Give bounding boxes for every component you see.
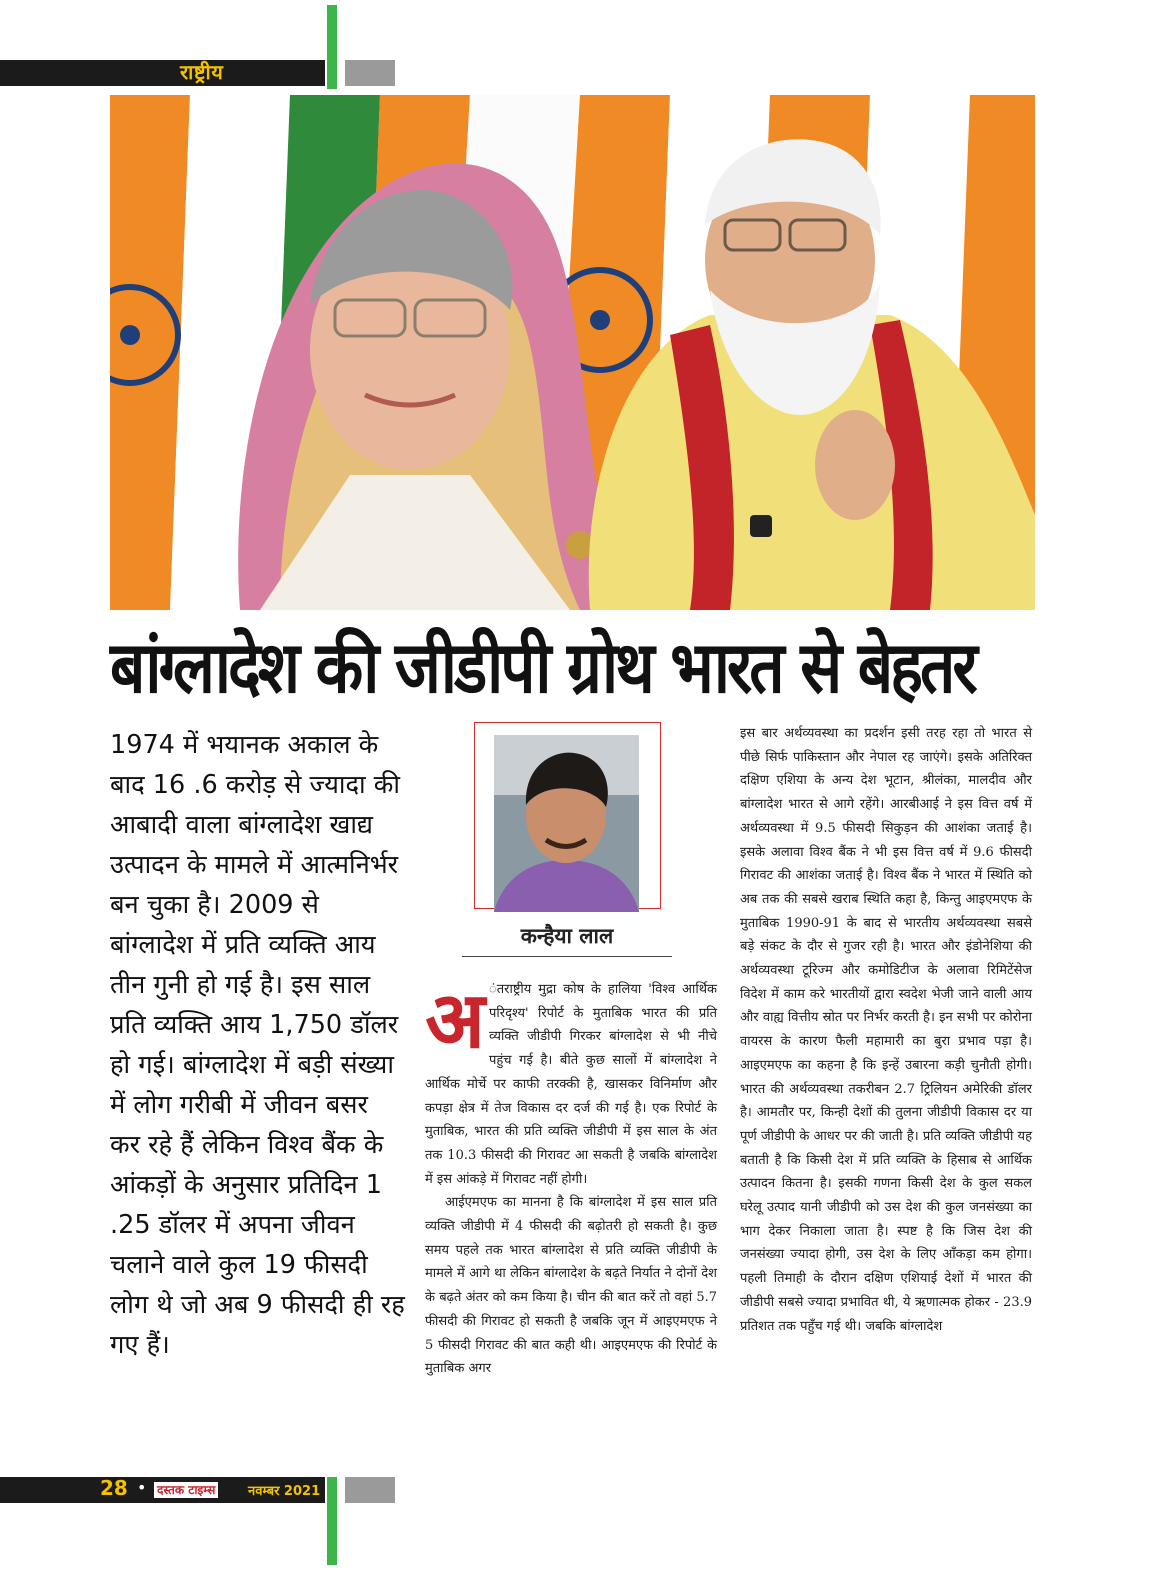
article-paragraph-2: आईएमएफ का मानना है कि बांग्लादेश में इस साल प्रति व्यक्ति जीडीपी में 4 फीसदी की बढ़ोतरी हो सकती है। कुछ समय पहले तक भारत बांग्लादेश से प्रति व्यक्ति जीडीपी के मामले में आगे था लेकिन बांग्लादेश के बढ़ते निर्यात ने दोनों देश के बढ़ते अंतर को कम किया है। चीन की बात करें तो वहां 5.7 फीसदी की गिरावट हो सकती है जबकि जून में आइएमएफ ने 5 फीसदी गिरावट की बात कही थी। आइएमएफ की रिपोर्ट के मुताबिक अगर — [425, 1195, 717, 1377]
author-name: कन्हैया लाल — [520, 924, 614, 948]
header-grey-block — [345, 60, 395, 86]
footer-green-strip — [327, 1477, 337, 1565]
issue-date: नवम्बर 2021 — [248, 1484, 321, 1499]
magazine-logo: दस्तक टाइम्स — [154, 1482, 218, 1498]
article-paragraph-3: इस बार अर्थव्यवस्था का प्रदर्शन इसी तरह रहा तो भारत से पीछे सिर्फ पाकिस्तान और नेपाल रह जाएंगे। इसके अतिरिक्त दक्षिण एशिया के अन्य देश भूटान, श्रीलंका, मालदीव और बांग्लादेश भारत से आगे रहेंगे। आरबीआई ने इस वित्त वर्ष में अर्थव्यवस्था में 9.5 फीसदी सिकुड़न की आशंका जताई है। इसके अलावा विश्व बैंक ने भी इस वित्त वर्ष में 9.6 फीसदी गिरावट की आशंका जताई है। विश्व बैंक ने भारत में स्थिति को अब तक की सबसे खराब स्थिति कहा है, किन्तु आइएमएफ के मुताबिक 1990-91 के बाद से भारतीय अर्थव्यवस्था सबसे बड़े संकट के दौर से गुजर रही है। भारत और इंडोनेशिया की अर्थव्यवस्था टूरिज्म और कमोडिटीज के अलावा रिमिटेंसेज विदेश में काम करे भारतीयों द्वारा स्वदेश भेजी जाने वाली आय और वाह्य वित्तीय स्रोत पर निर्भर करती है। इन सभी पर कोरोना वायरस के कारण फैली महामारी का बुरा प्रभाव पड़ा है। आइएमएफ का कहना है कि इन्हें उबारना कड़ी चुनौती होगी। भारत की अर्थव्यवस्था तकरीबन 2.7 ट्रिलियन अमेरिकी डॉलर है। आमतौर पर, किन्ही देशों की तुलना जीडीपी विकास दर या पूर्ण जीडीपी के आधर पर की जाती है। प्रति व्यक्ति जीडीपी यह बताती है कि किसी देश में प्रति व्यक्ति के हिसाब से आर्थिक उत्पादन कितना है। इसकी गणना किसी देश के कुल सकल घरेलू उत्पाद यानी जीडीपी को उस देश की कुल जनसंख्या का भाग देकर निकाला जाता है। स्पष्ट है कि जिस देश की जनसंख्या ज्यादा होगी, उस देश के लिए आँकड़ा कम होगा। पहली तिमाही के दौरान दक्षिण एशियाई देशों में भारत की जीडीपी सबसे ज्यादा प्रभावित थी, ये ऋणात्मक होकर - 23.9 प्रतिशत तक पहुँच गई थी। जबकि बांग्लादेश — [740, 726, 1032, 1334]
lead-photo — [110, 95, 1035, 610]
article-paragraph-1: ंतराष्ट्रीय मुद्रा कोष के हालिया 'विश्व आर्थिक परिदृश्य' रिपोर्ट के मुताबिक भारत की प्रति व्यक्ति जीडीपी गिरकर बांग्लादेश से भी नीचे पहुंच गई है। बीते कुछ सालों में बांग्लादेश ने आर्थिक मोर्चे पर काफी तरक्की है, खासकर विनिर्माण और कपड़ा क्षेत्र में तेज विकास दर दर्ज की गई है। एक रिपोर्ट के मुताबिक, भारत की प्रति व्यक्ति जीडीपी में इस साल के अंत तक 10.3 फीसदी की गिरावट आ सकती है जबकि बांग्लादेश में इस आंकड़े में गिरावट नहीं होगी। — [425, 982, 717, 1187]
header-bar — [0, 60, 325, 86]
pull-quote — [110, 725, 405, 1365]
footer-bullet: • — [137, 1478, 147, 1497]
pull-quote-text: 1974 में भयानक अकाल के बाद 16 .6 करोड़ से ज्यादा की आबादी वाला बांग्लादेश खाद्य उत्पादन के मामले में आत्मनिर्भर बन चुका है। 2009 से बांग्लादेश में प्रति व्यक्ति आय तीन गुनी हो गई है। इस साल प्रति व्यक्ति आय 1,750 डॉलर हो गई। बांग्लादेश में बड़ी संख्या में लोग गरीबी में जीवन बसर कर रहे हैं लेकिन विश्व बैंक के आंकड़ों के अनुसार प्रतिदिन 1 .25 डॉलर में अपना जीवन चलाने वाले कुल 19 फीसदी लोग थे जो अब 9 फीसदी ही रह गए हैं। — [110, 730, 405, 1360]
author-divider — [462, 956, 672, 957]
drop-cap: अ — [425, 976, 485, 1066]
footer-grey-block — [345, 1477, 395, 1503]
author-photo — [494, 735, 639, 912]
header-green-strip — [327, 5, 337, 89]
headline: बांग्लादेश की जीडीपी ग्रोथ भारत से बेहतर — [110, 625, 975, 710]
section-label: राष्ट्रीय — [180, 60, 224, 84]
article-column-middle — [425, 978, 717, 1381]
page-number: 28 — [100, 1476, 128, 1500]
article-column-right — [740, 722, 1032, 1338]
